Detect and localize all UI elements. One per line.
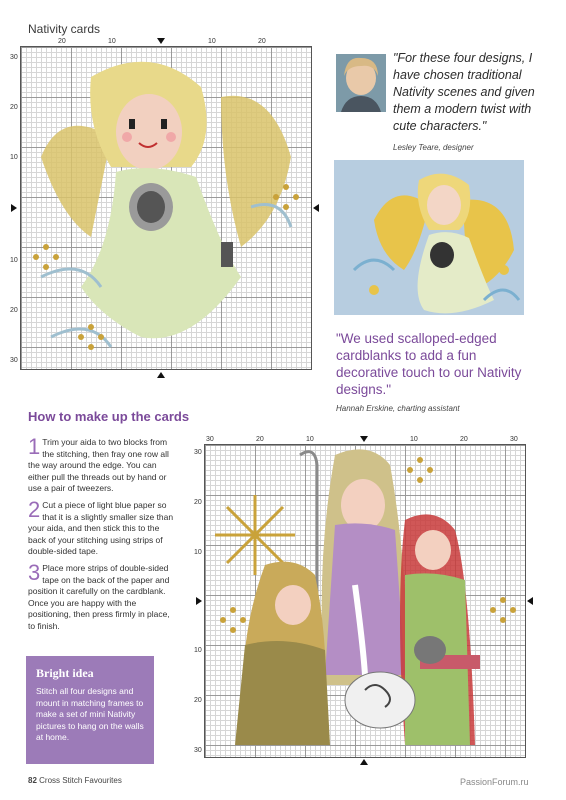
charting-credit: Hannah Erskine, charting assistant bbox=[336, 404, 460, 413]
step-text: Trim your aida to two blocks from the stitching, then fray one row all the way around the edge. You can either pull the threads out by hand or use a pair of tweezers. bbox=[28, 437, 169, 493]
stitched-angel-photo bbox=[334, 160, 524, 315]
shepherds-left-tick: 30 bbox=[194, 449, 202, 456]
angel-left-tick: 10 bbox=[10, 257, 18, 264]
center-arrow-icon bbox=[11, 204, 17, 212]
page-footer bbox=[28, 776, 122, 785]
bright-idea-title: Bright idea bbox=[36, 666, 94, 680]
charting-quote: "We used scalloped-edged cardblanks to add a fun decorative touch to our Nativity designs." bbox=[336, 331, 522, 397]
center-arrow-icon bbox=[196, 597, 202, 605]
shepherds-illustration bbox=[205, 445, 525, 757]
bright-idea-text: Stitch all four designs and mount in matching frames to make a set of mini Nativity pictures to hang on the walls at home. bbox=[36, 686, 144, 742]
designer-quote: "For these four designs, I have chosen traditional Nativity scenes and given them a modern twist with cute characters." bbox=[393, 51, 535, 133]
shepherds-left-tick: 30 bbox=[194, 747, 202, 754]
center-arrow-icon bbox=[157, 38, 165, 44]
howto-step-3 bbox=[28, 560, 178, 632]
center-arrow-icon bbox=[360, 436, 368, 442]
page-number: 82 bbox=[28, 776, 37, 785]
shepherds-chart-grid bbox=[204, 444, 526, 758]
center-arrow-icon bbox=[360, 759, 368, 765]
shepherds-top-tick: 20 bbox=[256, 436, 264, 443]
angel-left-tick: 20 bbox=[10, 307, 18, 314]
angel-top-tick: 20 bbox=[58, 38, 66, 45]
center-arrow-icon bbox=[527, 597, 533, 605]
step-number: 1 bbox=[28, 434, 41, 459]
shepherds-top-tick: 10 bbox=[306, 436, 314, 443]
shepherds-top-tick: 10 bbox=[410, 436, 418, 443]
shepherds-left-tick: 10 bbox=[194, 549, 202, 556]
section-label: Nativity cards bbox=[28, 22, 101, 36]
shepherds-left-tick: 10 bbox=[194, 647, 202, 654]
angel-top-tick: 10 bbox=[208, 38, 216, 45]
howto-step-2 bbox=[28, 497, 178, 558]
designer-photo bbox=[336, 54, 386, 112]
howto-title: How to make up the cards bbox=[28, 409, 190, 424]
step-text: Cut a piece of light blue paper so that it is a slightly smaller size than your aida, and then stick this to the back of your stitching using strips of double-sided tape. bbox=[28, 500, 174, 556]
step-number: 3 bbox=[28, 560, 41, 585]
center-arrow-icon bbox=[157, 372, 165, 378]
center-arrow-icon bbox=[313, 204, 319, 212]
shepherds-top-tick: 30 bbox=[510, 436, 518, 443]
angel-top-tick: 20 bbox=[258, 38, 266, 45]
designer-credit: Lesley Teare, designer bbox=[393, 143, 474, 152]
watermark: PassionForum.ru bbox=[460, 777, 529, 787]
angel-left-tick: 30 bbox=[10, 54, 18, 61]
angel-left-tick: 20 bbox=[10, 104, 18, 111]
step-number: 2 bbox=[28, 497, 41, 522]
shepherds-top-tick: 20 bbox=[460, 436, 468, 443]
howto-step-1 bbox=[28, 434, 178, 495]
angel-left-tick: 10 bbox=[10, 154, 18, 161]
angel-chart-grid bbox=[20, 46, 312, 370]
shepherds-left-tick: 20 bbox=[194, 697, 202, 704]
publication-name: Cross Stitch Favourites bbox=[39, 776, 122, 785]
step-text: Place more strips of double-sided tape on the back of the paper and position it carefully on the cardblank. Once you are happy with the positioning, then press firmly in place, to finish. bbox=[28, 563, 170, 631]
angel-illustration bbox=[21, 47, 311, 369]
angel-left-tick: 30 bbox=[10, 357, 18, 364]
angel-top-tick: 10 bbox=[108, 38, 116, 45]
shepherds-left-tick: 20 bbox=[194, 499, 202, 506]
shepherds-top-tick: 30 bbox=[206, 436, 214, 443]
